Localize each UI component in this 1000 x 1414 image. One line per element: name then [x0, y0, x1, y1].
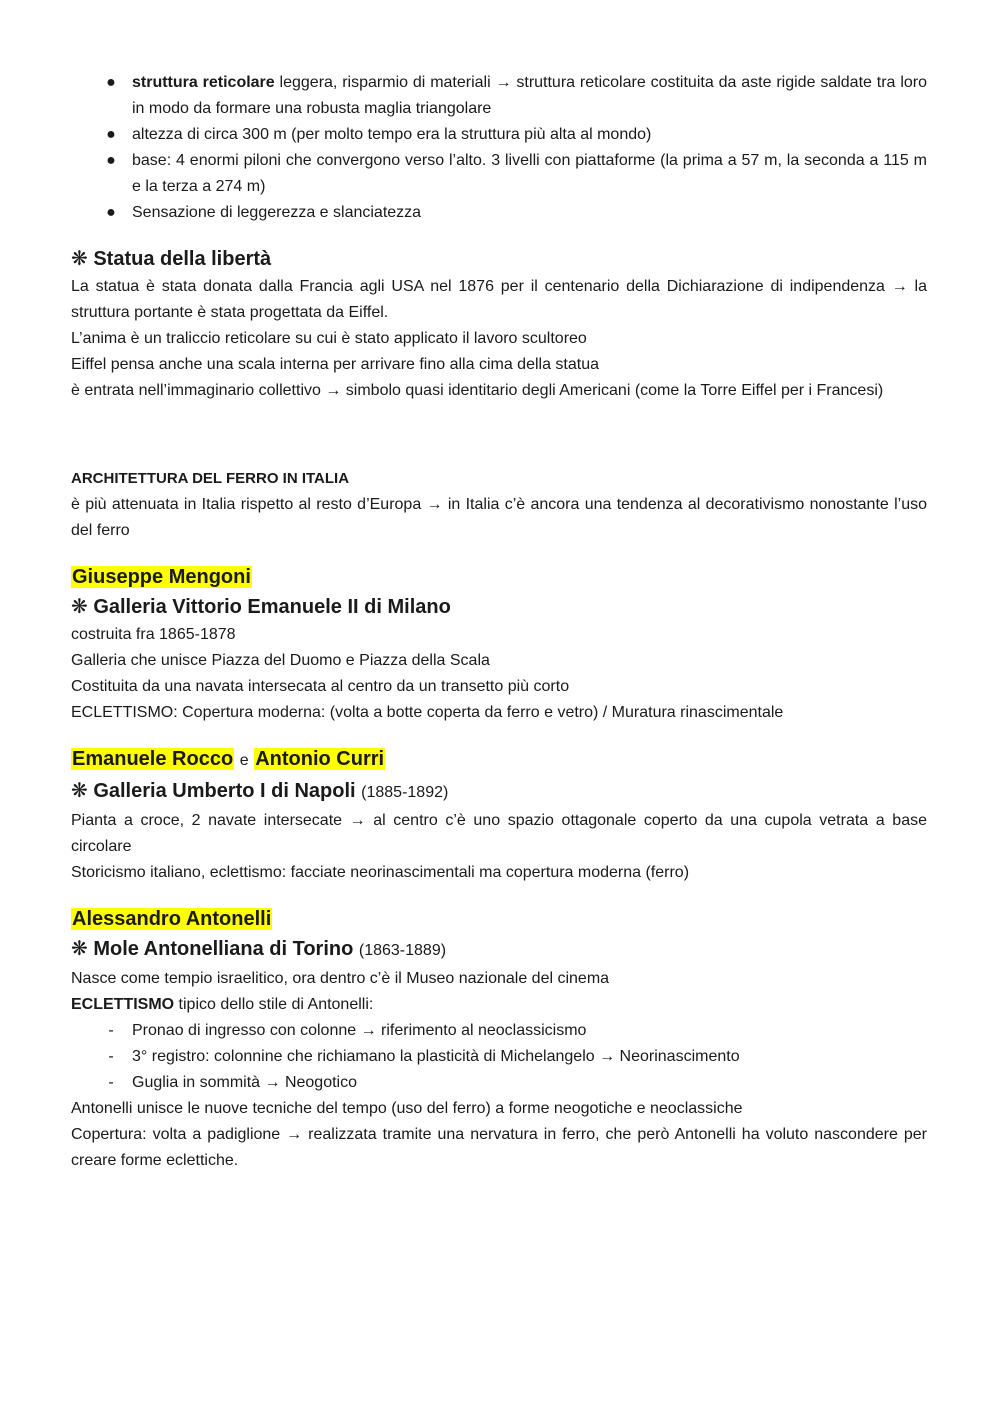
section-rocco-curri: [71, 744, 927, 886]
bullet-icon: ●: [106, 74, 116, 91]
bullet-icon: ●: [106, 204, 116, 221]
author-highlight: Alessandro Antonelli: [72, 908, 272, 930]
paragraph: Eiffel pensa anche una scala interna per arrivare fino alla cima della statua: [71, 356, 600, 373]
list-item: [71, 122, 927, 148]
list-item-text: Guglia in sommità → Neogotico: [132, 1074, 357, 1091]
section-title: ❋ Statua della libertà: [71, 248, 272, 270]
paragraph: tipico dello stile di Antonelli:: [174, 996, 374, 1013]
dash-icon: -: [108, 1074, 114, 1091]
bullet-icon: ●: [106, 126, 116, 143]
paragraph: Storicismo italiano, eclettismo: facciate neorinascimentali ma copertura moderna (ferro): [71, 864, 690, 881]
paragraph: Galleria che unisce Piazza del Duomo e Piazza della Scala: [71, 652, 490, 669]
paragraph: Costituita da una navata intersecata al centro da un transetto più corto: [71, 678, 570, 695]
bullet-icon: ●: [106, 152, 116, 169]
section-date: (1863-1889): [358, 942, 447, 959]
bullet-text: base: 4 enormi piloni che convergono verso l’alto. 3 livelli con piattaforme (la prima a 57 m, la seconda a 115 m e la terza a 274 m): [132, 152, 927, 195]
paragraph: è entrata nell’immaginario collettivo → simbolo quasi identitario degli Americani (come la Torre Eiffel per i Francesi): [71, 382, 884, 399]
section-title: ❋ Galleria Vittorio Emanuele II di Milano: [71, 596, 451, 618]
list-item-text: Pronao di ingresso con colonne → riferimento al neoclassicismo: [132, 1022, 587, 1039]
list-item: [71, 1070, 927, 1096]
paragraph: La statua è stata donata dalla Francia agli USA nel 1876 per il centenario della Dichiarazione di indipendenza → la struttura portante è stata progettata da Eiffel.: [71, 278, 927, 321]
paragraph: costruita fra 1865-1878: [71, 626, 236, 643]
section-italia: [71, 466, 927, 544]
bullet-text: altezza di circa 300 m (per molto tempo era la struttura più alta al mondo): [132, 126, 652, 143]
list-item: [71, 200, 927, 226]
eclettismo-bold: ECLETTISMO: [71, 996, 175, 1013]
section-date: (1885-1892): [361, 784, 449, 801]
paragraph: Copertura: volta a padiglione → realizzata tramite una nervatura in ferro, che però Antonelli ha voluto nascondere per creare forme eclettiche.: [71, 1126, 927, 1169]
list-item: [71, 1018, 927, 1044]
bullet-bold-text: struttura reticolare: [132, 74, 275, 91]
dash-icon: -: [108, 1022, 114, 1039]
antonelli-dash-list: [71, 1018, 927, 1096]
paragraph: Nasce come tempio israelitico, ora dentro c’è il Museo nazionale del cinema: [71, 970, 610, 987]
paragraph: Antonelli unisce le nuove tecniche del tempo (uso del ferro) a forme neogotiche e neoclassiche: [71, 1100, 743, 1117]
author-highlight: Giuseppe Mengoni: [72, 566, 251, 588]
list-item: [71, 70, 927, 122]
list-item-text: 3° registro: colonnine che richiamano la plasticità di Michelangelo → Neorinascimento: [132, 1048, 740, 1065]
author-highlight: Emanuele Rocco: [72, 748, 234, 770]
document-page: [71, 70, 927, 1174]
paragraph: Pianta a croce, 2 navate intersecate → al centro c’è uno spazio ottagonale coperto da una cupola vetrata a base circolare: [71, 812, 927, 855]
section-mengoni: [71, 562, 927, 726]
bullet-text: Sensazione di leggerezza e slanciatezza: [132, 204, 422, 221]
section-antonelli: [71, 904, 927, 1174]
eiffel-bullet-list: [71, 70, 927, 226]
author-highlight: Antonio Curri: [255, 748, 385, 770]
list-item: [71, 1044, 927, 1070]
bullet-text: leggera, risparmio di materiali → struttura reticolare costituita da aste rigide saldate tra loro in modo da formare una robusta maglia triangolare: [132, 74, 927, 117]
paragraph: L’anima è un traliccio reticolare su cui è stato applicato il lavoro scultoreo: [71, 330, 587, 347]
author-joiner: e: [239, 752, 249, 769]
paragraph: ECLETTISMO: Copertura moderna: (volta a botte coperta da ferro e vetro) / Muratura rinascimentale: [71, 704, 784, 721]
section-statua: [71, 244, 927, 404]
paragraph: è più attenuata in Italia rispetto al resto d’Europa → in Italia c’è ancora una tendenza al decorativismo nonostante l’uso del ferro: [71, 496, 927, 539]
list-item: [71, 148, 927, 200]
section-heading: ARCHITETTURA DEL FERRO IN ITALIA: [71, 470, 350, 487]
dash-icon: -: [108, 1048, 114, 1065]
section-title: ❋ Mole Antonelliana di Torino: [71, 938, 354, 960]
section-title: ❋ Galleria Umberto I di Napoli: [71, 780, 356, 802]
